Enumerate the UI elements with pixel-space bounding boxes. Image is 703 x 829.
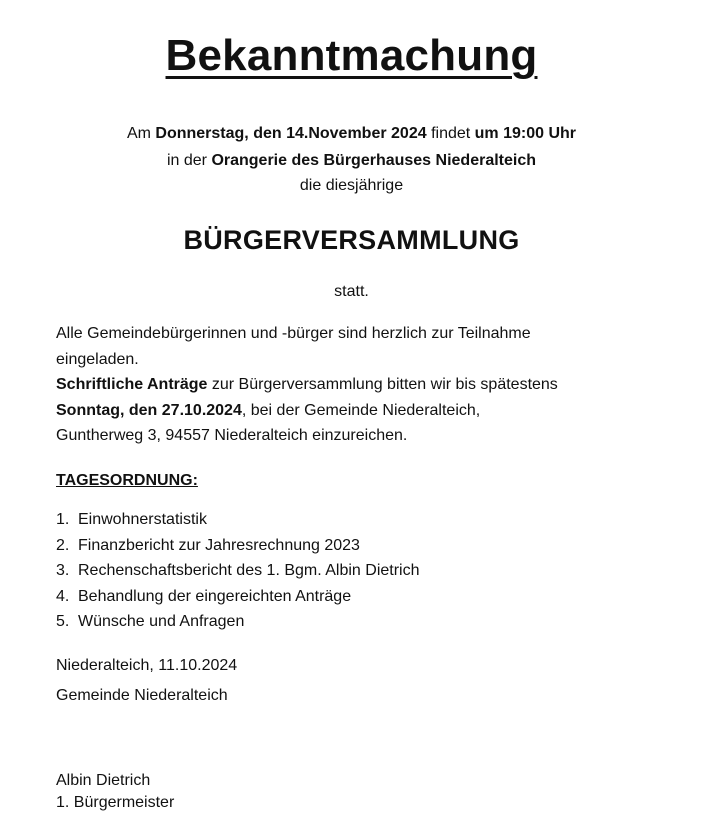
agenda-item-number: 5. xyxy=(56,613,70,630)
paragraph-text: zur Bürgerversammlung bitten wir bis spätestens xyxy=(207,376,558,393)
intro-line-venue xyxy=(0,151,703,171)
agenda-item-number: 4. xyxy=(56,587,70,605)
agenda-item-text: Einwohnerstatistik xyxy=(78,511,207,528)
agenda-item-number: 2. xyxy=(56,536,70,554)
signatory-role: 1. Bürgermeister xyxy=(56,794,175,811)
intro-text: in der xyxy=(166,152,212,169)
meeting-time: um 19:00 Uhr xyxy=(474,125,577,142)
meeting-venue: Orangerie des Bürgerhauses Niederalteich xyxy=(211,152,537,169)
intro-line-date xyxy=(0,124,703,144)
intro-text: Am xyxy=(126,125,156,142)
paragraph-text: , bei der Gemeinde Niederalteich, xyxy=(241,401,481,419)
agenda-item-text: Rechenschaftsbericht des 1. Bgm. Albin Dietrich xyxy=(78,562,420,579)
paragraph-line: Alle Gemeindebürgerinnen und -bürger sind herzlich zur Teilnahme xyxy=(56,325,531,342)
deadline-date: Sonntag, den 27.10.2024 xyxy=(56,401,242,419)
paragraph-line xyxy=(56,398,676,424)
agenda-heading: TAGESORDNUNG: xyxy=(56,472,198,489)
paragraph-line: Guntherweg 3, 94557 Niederalteich einzureichen. xyxy=(56,427,408,444)
agenda-item-text: Behandlung der eingereichten Anträge xyxy=(78,587,352,605)
document-title: Bekanntmachung xyxy=(165,31,538,80)
agenda-item xyxy=(56,507,420,533)
agenda-item-number: 3. xyxy=(56,562,70,579)
agenda-item xyxy=(56,533,420,559)
intro-text: findet xyxy=(426,125,475,142)
meeting-date: Donnerstag, den 14.November 2024 xyxy=(155,125,427,142)
agenda-item xyxy=(56,609,420,635)
agenda-item xyxy=(56,584,420,610)
paragraph-line xyxy=(56,372,676,398)
place-date: Niederalteich, 11.10.2024 xyxy=(56,657,238,674)
agenda-item-number: 1. xyxy=(56,511,70,528)
agenda-item-text: Finanzbericht zur Jahresrechnung 2023 xyxy=(78,536,360,554)
issuing-authority: Gemeinde Niederalteich xyxy=(56,687,228,704)
paragraph-line: eingeladen. xyxy=(56,350,139,368)
agenda-list xyxy=(56,507,420,635)
invitation-paragraph xyxy=(56,321,676,449)
statt-text: statt. xyxy=(334,283,369,300)
signatory-name: Albin Dietrich xyxy=(56,772,151,789)
intro-line-annual: die diesjährige xyxy=(299,177,404,194)
agenda-item xyxy=(56,558,420,584)
written-motions-label: Schriftliche Anträge xyxy=(56,376,208,393)
agenda-item-text: Wünsche und Anfragen xyxy=(78,613,245,630)
meeting-title: BÜRGERVERSAMMLUNG xyxy=(183,225,520,255)
